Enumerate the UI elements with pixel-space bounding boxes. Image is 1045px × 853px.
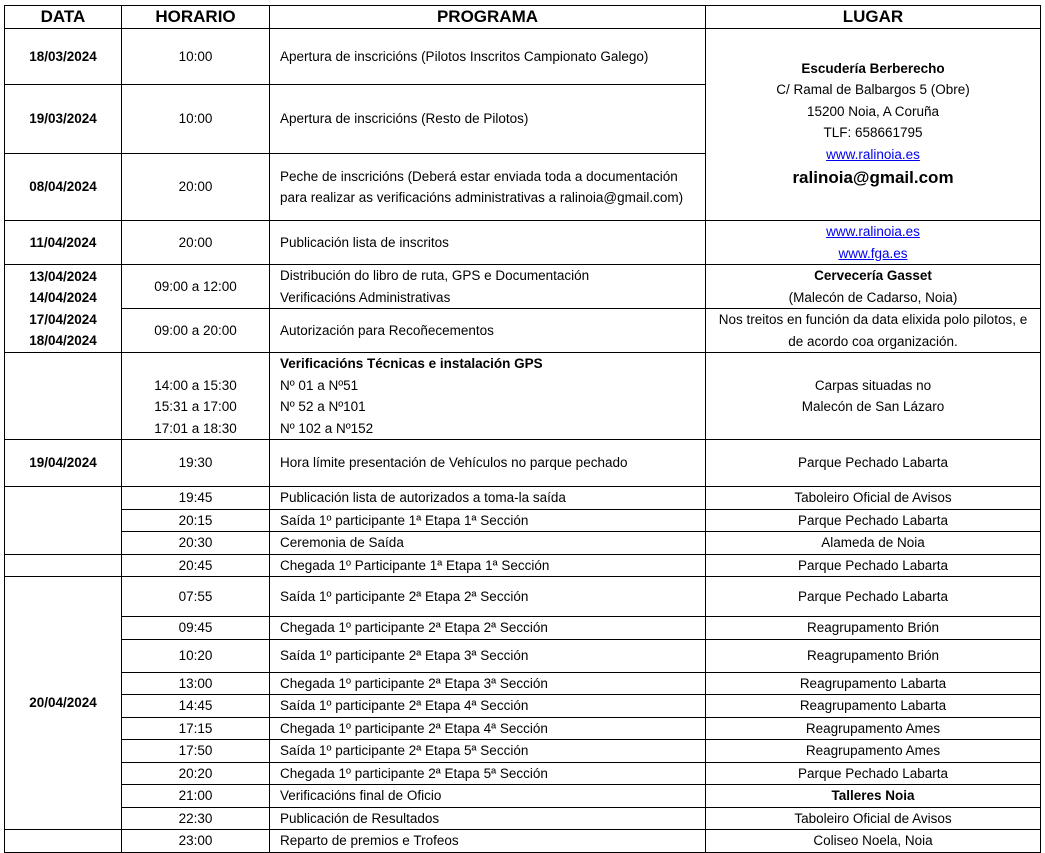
table-row (5, 554, 1041, 577)
time-cell: 13:00 (122, 672, 270, 695)
place-name: Cervecería Gasset (814, 268, 932, 283)
time-cell: 10:00 (122, 29, 270, 85)
place-cell: Alameda de Noia (706, 532, 1041, 555)
date-cell: 08/04/2024 (5, 154, 122, 221)
date-cell: 11/04/2024 (5, 221, 122, 265)
table-row (5, 695, 1041, 718)
place-cell: Reagrupamento Ames (706, 717, 1041, 740)
place-cell: Parque Pechado Labarta (706, 440, 1041, 487)
table-row (5, 785, 1041, 808)
time-cell: 09:00 a 20:00 (122, 309, 270, 353)
program-cell: Apertura de inscricións (Pilotos Inscritos Campionato Galego) (270, 29, 706, 85)
time-item: 15:31 a 17:00 (154, 399, 237, 414)
place-carpas-cell (706, 353, 1041, 440)
email-text: ralinoia@gmail.com (792, 168, 954, 188)
program-cell: Saída 1º participante 2ª Etapa 5ª Sección (270, 740, 706, 763)
place-cell: Parque Pechado Labarta (706, 577, 1041, 617)
date-item: 13/04/2024 (29, 268, 97, 284)
table-row (5, 221, 1041, 265)
place-cell: Parque Pechado Labarta (706, 509, 1041, 532)
time-cell: 10:20 (122, 639, 270, 672)
col-header-lugar: LUGAR (706, 6, 1041, 29)
place-phone: TLF: 658661795 (823, 125, 923, 141)
place-links-cell (706, 221, 1041, 265)
table-row (5, 440, 1041, 487)
table-row (5, 353, 1041, 440)
place-cell: Reagrupamento Brión (706, 617, 1041, 640)
federation-link[interactable]: www.fga.es (838, 245, 908, 261)
program-cell (270, 353, 706, 440)
date-cell: 19/04/2024 (5, 440, 122, 487)
date-item: 18/04/2024 (29, 333, 97, 348)
website-link[interactable]: www.ralinoia.es (826, 224, 920, 239)
date-cell (5, 554, 122, 577)
program-cell: Verificacións final de Oficio (270, 785, 706, 808)
table-row (5, 807, 1041, 830)
col-header-horario: HORARIO (122, 6, 270, 29)
time-cell: 19:30 (122, 440, 270, 487)
date-item: 14/04/2024 (29, 290, 97, 305)
program-cell: Chegada 1º participante 2ª Etapa 5ª Sección (270, 762, 706, 785)
program-line: Distribución do libro de ruta, GPS e Documentación (280, 268, 590, 283)
place-cell: Talleres Noia (706, 785, 1041, 808)
place-line: Malecón de San Lázaro (801, 399, 945, 414)
time-cell: 07:55 (122, 577, 270, 617)
time-cell: 09:00 a 12:00 (122, 265, 270, 309)
program-cell: Chegada 1º Participante 1ª Etapa 1ª Sección (270, 554, 706, 577)
time-cell: 20:00 (122, 154, 270, 221)
table-row (5, 762, 1041, 785)
place-cell: Parque Pechado Labarta (706, 762, 1041, 785)
program-cell: Chegada 1º participante 2ª Etapa 2ª Sección (270, 617, 706, 640)
place-city: 15200 Noia, A Coruña (806, 103, 940, 119)
place-name: Escudería Berberecho (801, 60, 945, 76)
table-row (5, 29, 1041, 85)
program-cell: Saída 1º participante 1ª Etapa 1ª Sección (270, 509, 706, 532)
place-cell: Taboleiro Oficial de Avisos (706, 807, 1041, 830)
date-cell: 20/04/2024 (5, 577, 122, 830)
date-cell: 18/03/2024 (5, 29, 122, 85)
place-cell: Taboleiro Oficial de Avisos (706, 487, 1041, 510)
date-cell: 19/03/2024 (5, 85, 122, 154)
time-cell: 17:15 (122, 717, 270, 740)
table-row (5, 672, 1041, 695)
program-cell: Apertura de inscricións (Resto de Pilotos) (270, 85, 706, 154)
place-recon-cell: Nos treitos en función da data elixida polo pilotos, e de acordo coa organización. (706, 309, 1041, 353)
date-cell (5, 830, 122, 853)
date-item: 17/04/2024 (29, 311, 97, 327)
table-row (5, 717, 1041, 740)
time-cell: 20:30 (122, 532, 270, 555)
program-cell: Saída 1º participante 2ª Etapa 4ª Sección (270, 695, 706, 718)
program-title: Verificacións Técnicas e instalación GPS (280, 356, 543, 371)
time-cell: 23:00 (122, 830, 270, 853)
place-cell: Reagrupamento Labarta (706, 695, 1041, 718)
time-cell (122, 353, 270, 440)
table-row (5, 577, 1041, 617)
date-cell (5, 487, 122, 555)
program-cell: Autorización para Recoñecementos (270, 309, 706, 353)
time-cell: 21:00 (122, 785, 270, 808)
table-row (5, 617, 1041, 640)
place-line: Carpas situadas no (814, 377, 932, 393)
program-cell: Saída 1º participante 2ª Etapa 2ª Sección (270, 577, 706, 617)
table-row (5, 309, 1041, 353)
time-item: 17:01 a 18:30 (154, 420, 237, 436)
place-cell: Reagrupamento Ames (706, 740, 1041, 763)
table-row (5, 740, 1041, 763)
date-group-cell (5, 265, 122, 353)
program-cell: Peche de inscricións (Deberá estar enviada toda a documentación para realizar as verificacións administrativas a ralinoia@gmail.com) (270, 154, 706, 221)
table-row (5, 532, 1041, 555)
program-line: Nº 102 a Nº152 (280, 420, 374, 436)
program-cell: Saída 1º participante 2ª Etapa 3ª Sección (270, 639, 706, 672)
place-escuderia-cell (706, 29, 1041, 221)
program-cell: Chegada 1º participante 2ª Etapa 3ª Sección (270, 672, 706, 695)
program-cell: Chegada 1º participante 2ª Etapa 4ª Sección (270, 717, 706, 740)
program-cell (270, 265, 706, 309)
date-cell (5, 353, 122, 440)
program-cell: Publicación lista de inscritos (270, 221, 706, 265)
program-line: Nº 01 a Nº51 (280, 377, 359, 393)
place-cell: Reagrupamento Brión (706, 639, 1041, 672)
schedule-table (4, 5, 1041, 853)
table-row (5, 509, 1041, 532)
place-detail: (Malecón de Cadarso, Noia) (788, 289, 958, 305)
table-row (5, 639, 1041, 672)
time-cell: 20:45 (122, 554, 270, 577)
time-cell: 20:15 (122, 509, 270, 532)
place-address: C/ Ramal de Balbargos 5 (Obre) (776, 82, 970, 98)
col-header-programa: PROGRAMA (270, 6, 706, 29)
time-cell: 19:45 (122, 487, 270, 510)
program-cell: Reparto de premios e Trofeos (270, 830, 706, 853)
time-cell: 17:50 (122, 740, 270, 763)
col-header-data: DATA (5, 6, 122, 29)
website-link[interactable]: www.ralinoia.es (826, 146, 920, 162)
time-cell: 22:30 (122, 807, 270, 830)
time-cell: 10:00 (122, 85, 270, 154)
program-line: Verificacións Administrativas (280, 289, 451, 305)
time-item: 14:00 a 15:30 (154, 377, 237, 393)
header-row (5, 6, 1041, 29)
time-cell: 20:00 (122, 221, 270, 265)
place-cell: Reagrupamento Labarta (706, 672, 1041, 695)
program-cell: Ceremonia de Saída (270, 532, 706, 555)
place-cell: Coliseo Noela, Noia (706, 830, 1041, 853)
time-cell: 14:45 (122, 695, 270, 718)
time-cell: 09:45 (122, 617, 270, 640)
table-row (5, 830, 1041, 853)
place-gasset-cell (706, 265, 1041, 309)
program-line: Nº 52 a Nº101 (280, 399, 366, 414)
table-row (5, 487, 1041, 510)
program-cell: Publicación de Resultados (270, 807, 706, 830)
program-cell: Publicación lista de autorizados a toma-la saída (270, 487, 706, 510)
place-cell: Parque Pechado Labarta (706, 554, 1041, 577)
time-cell: 20:20 (122, 762, 270, 785)
table-row (5, 265, 1041, 309)
program-cell: Hora límite presentación de Vehículos no parque pechado (270, 440, 706, 487)
